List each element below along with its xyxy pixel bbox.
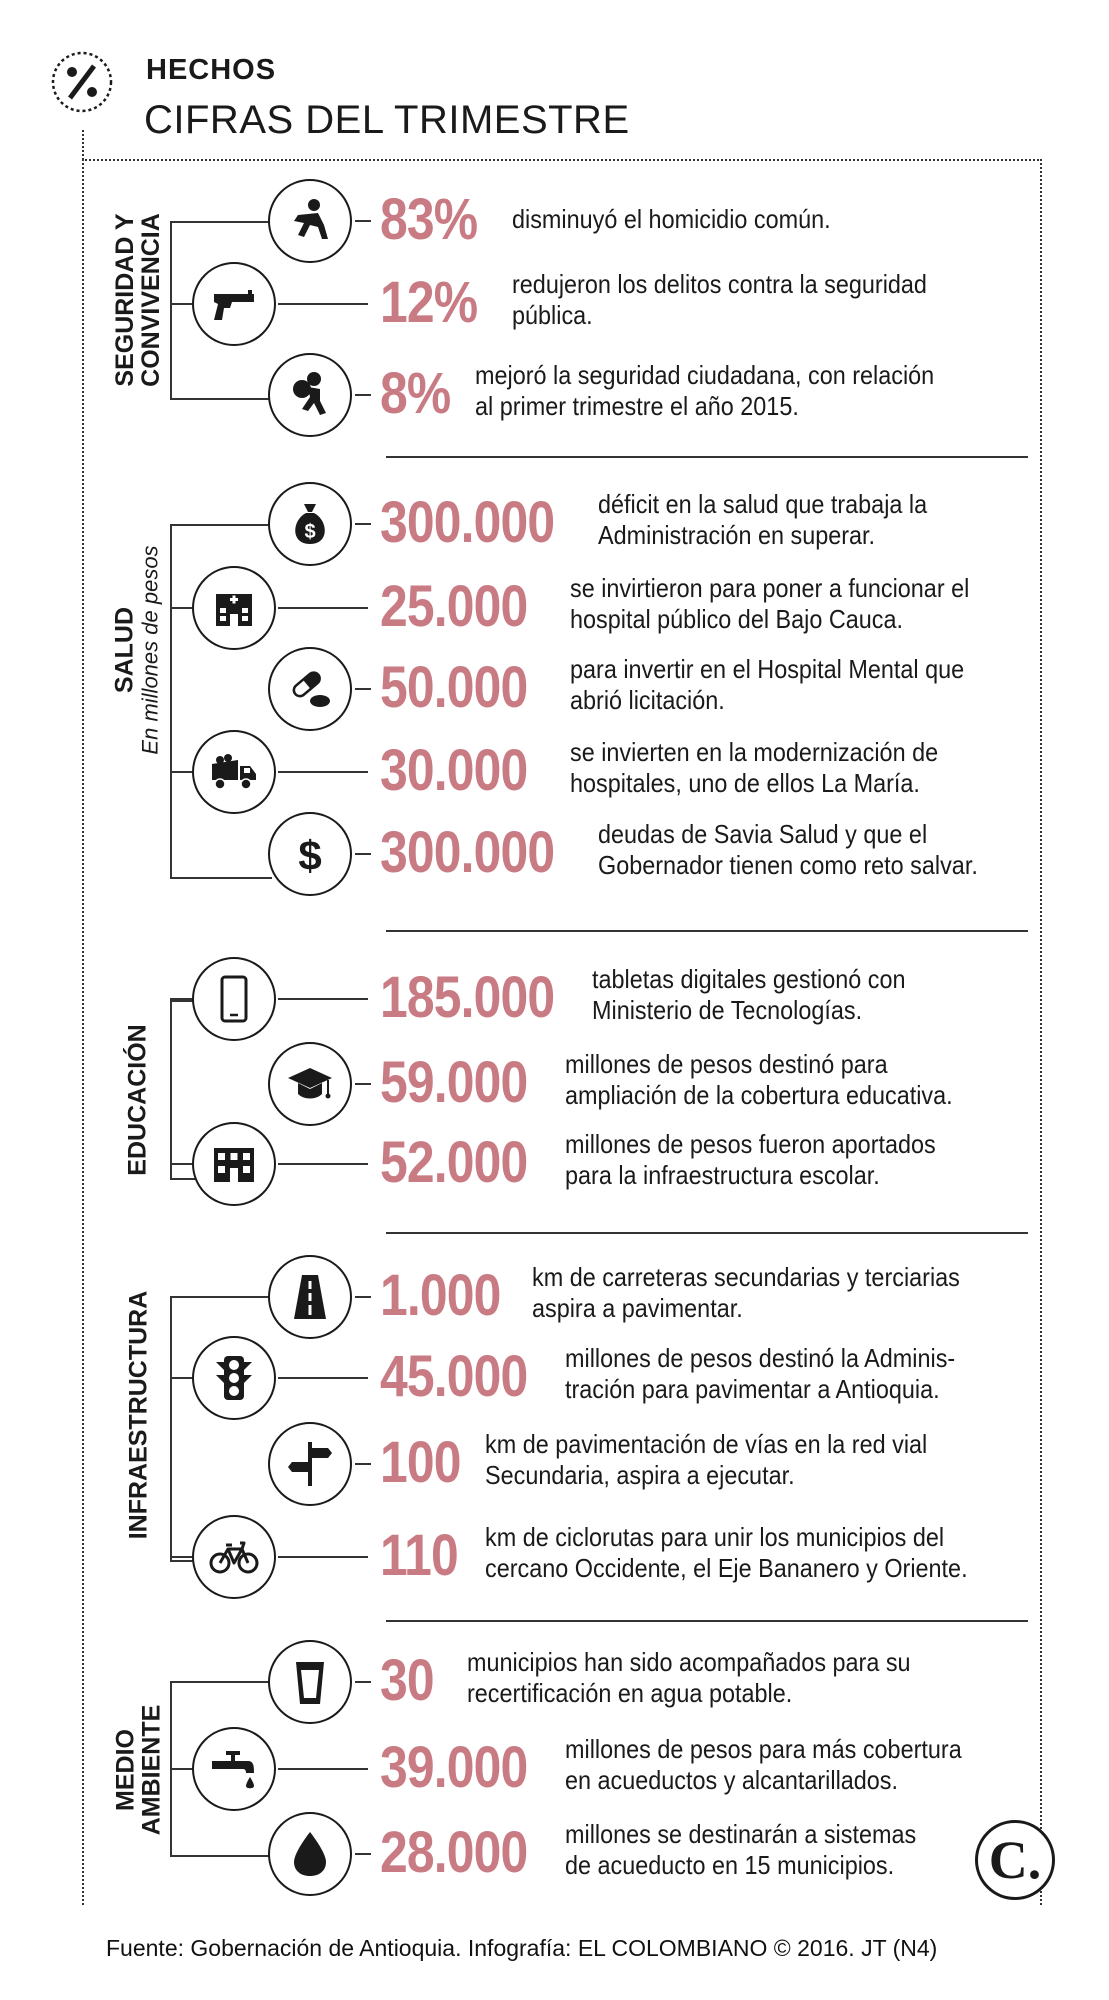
connector: [355, 1681, 371, 1683]
connector: [278, 1768, 368, 1770]
stat-description: km de pavimentación de vías en la red vial Secundaria, aspira a ejecutar.: [485, 1429, 928, 1490]
stat-description: tabletas digitales gestionó con Ministerio de Tecnologías.: [592, 964, 906, 1025]
money-bag-icon: [268, 482, 352, 566]
tablet-icon: [192, 957, 276, 1041]
stat-description: se invirtieron para poner a funcionar el hospital público del Bajo Cauca.: [570, 573, 970, 634]
stat-row: [0, 644, 1109, 734]
stat-description: deudas de Savia Salud y que el Gobernador tienen como reto salvar.: [598, 819, 978, 880]
connector: [170, 1768, 194, 1770]
stat-description: déficit en la salud que trabaja la Administración en superar.: [598, 489, 928, 550]
hospital-icon: [192, 566, 276, 650]
stat-value: 83%: [380, 187, 478, 252]
connector: [278, 607, 368, 609]
connector: [170, 998, 194, 1000]
stat-row: [0, 1724, 1109, 1814]
water-glass-icon: [268, 1640, 352, 1724]
school-building-icon: [192, 1122, 276, 1206]
connector: [278, 1556, 368, 1558]
stat-row: [0, 954, 1109, 1044]
stat-description: redujeron los delitos contra la seguridad pública.: [512, 269, 927, 330]
stat-row: [0, 176, 1109, 266]
connector: [170, 607, 194, 609]
stat-row: [0, 1419, 1109, 1509]
connector: [355, 688, 371, 690]
stat-description: millones se destinarán a sistemas de acueducto en 15 municipios.: [565, 1819, 917, 1880]
stat-description: para invertir en el Hospital Mental que abrió licitación.: [570, 654, 965, 715]
connector: [278, 1377, 368, 1379]
stat-value: 8%: [380, 361, 451, 426]
section-label-line: SEGURIDAD Y: [111, 213, 140, 387]
falling-person-icon: [268, 179, 352, 263]
dollar-icon: [268, 812, 352, 896]
connector: [355, 394, 371, 396]
stat-row: [0, 1809, 1109, 1899]
stat-row: [0, 1252, 1109, 1342]
connector: [355, 853, 371, 855]
thief-icon: [268, 353, 352, 437]
stat-row: [0, 479, 1109, 569]
stat-value: 39.000: [380, 1735, 528, 1800]
stat-description: disminuyó el homicidio común.: [512, 204, 831, 234]
stat-description: municipios han sido acompañados para su recertificación en agua potable.: [467, 1647, 911, 1708]
road-icon: [268, 1255, 352, 1339]
section-label-line: CONVIVENCIA: [137, 213, 166, 387]
pills-icon: [268, 647, 352, 731]
stat-value: 52.000: [380, 1130, 528, 1195]
gun-icon: [192, 262, 276, 346]
source-credit: Fuente: Gobernación de Antioquia. Infografía: EL COLOMBIANO © 2016. JT (N4): [106, 1935, 938, 1961]
stat-description: se invierten en la modernización de hospitales, uno de ellos La María.: [570, 737, 939, 798]
svg-text:$: $: [298, 832, 322, 879]
stat-value: 110: [380, 1523, 458, 1588]
stat-row: [0, 1637, 1109, 1727]
connector: [355, 1463, 371, 1465]
stat-value: 100: [380, 1430, 461, 1495]
connector: [170, 771, 194, 773]
stat-value: 12%: [380, 270, 478, 335]
dump-truck-icon: [192, 730, 276, 814]
stat-value: 28.000: [380, 1820, 528, 1885]
stat-row: [0, 809, 1109, 899]
traffic-light-icon: [192, 1336, 276, 1420]
connector: [278, 303, 368, 305]
connector: [170, 1377, 194, 1379]
el-colombiano-logo: [975, 1820, 1055, 1900]
stat-row: [0, 1512, 1109, 1602]
stat-description: millones de pesos para más cobertura en acueductos y alcantarillados.: [565, 1734, 962, 1795]
stat-description: millones de pesos fueron aportados para la infraestructura escolar.: [565, 1129, 936, 1190]
stat-row: [0, 1333, 1109, 1423]
connector: [278, 1163, 368, 1165]
svg-text:$: $: [304, 521, 316, 543]
connector: [355, 523, 371, 525]
section-label-line: EDUCACIÓN: [124, 1024, 152, 1176]
stat-value: 1.000: [380, 1263, 501, 1328]
section-sublabel: En millones de pesos: [138, 545, 163, 755]
bicycle-icon: [192, 1515, 276, 1599]
frame-stub: [82, 130, 84, 160]
section-divider: [386, 1620, 1028, 1622]
connector: [355, 1296, 371, 1298]
graduation-cap-icon: [268, 1042, 352, 1126]
signpost-icon: [268, 1422, 352, 1506]
stat-value: 300.000: [380, 490, 555, 555]
connector: [170, 1556, 194, 1558]
stat-value: 59.000: [380, 1050, 528, 1115]
stat-row: [0, 350, 1109, 440]
stat-description: km de carreteras secundarias y terciarias aspira a pavimentar.: [532, 1262, 960, 1323]
faucet-icon: [192, 1727, 276, 1811]
connector: [278, 771, 368, 773]
stat-value: 50.000: [380, 655, 528, 720]
logo-letter: C.: [988, 1830, 1042, 1890]
connector: [355, 220, 371, 222]
stat-value: 25.000: [380, 574, 528, 639]
stat-description: millones de pesos destinó la Adminis- tración para pavimentar a Antioquia.: [565, 1343, 956, 1404]
page-title: CIFRAS DEL TRIMESTRE: [144, 98, 630, 142]
stat-description: millones de pesos destinó para ampliación de la cobertura educativa.: [565, 1049, 953, 1110]
section-label-line: AMBIENTE: [137, 1704, 165, 1836]
stat-value: 300.000: [380, 820, 555, 885]
header-kicker: HECHOS: [146, 54, 277, 86]
stat-row: [0, 1119, 1109, 1209]
stat-value: 185.000: [380, 965, 555, 1030]
stat-row: [0, 727, 1109, 817]
stat-value: 30: [380, 1648, 434, 1713]
connector: [355, 1083, 371, 1085]
stat-description: km de ciclorutas para unir los municipios del cercano Occidente, el Eje Bananero y Oriente.: [485, 1522, 968, 1583]
section-label-line: INFRAESTRUCTURA: [124, 1290, 153, 1540]
stat-description: mejoró la seguridad ciudadana, con relación al primer trimestre el año 2015.: [475, 360, 935, 421]
stat-value: 45.000: [380, 1344, 528, 1409]
section-label-line: MEDIO: [111, 1729, 139, 1811]
connector: [170, 1163, 194, 1165]
section-label-line: SALUD: [111, 606, 139, 694]
connector: [355, 1853, 371, 1855]
connector: [278, 998, 368, 1000]
stat-row: [0, 1039, 1109, 1129]
stat-row: [0, 259, 1109, 349]
section-divider: [386, 930, 1028, 932]
section-divider: [386, 1232, 1028, 1234]
water-drop-icon: [268, 1812, 352, 1896]
section-divider: [386, 456, 1028, 458]
connector: [170, 303, 194, 305]
percent-logo: [50, 50, 114, 114]
stat-value: 30.000: [380, 738, 528, 803]
stat-row: [0, 563, 1109, 653]
